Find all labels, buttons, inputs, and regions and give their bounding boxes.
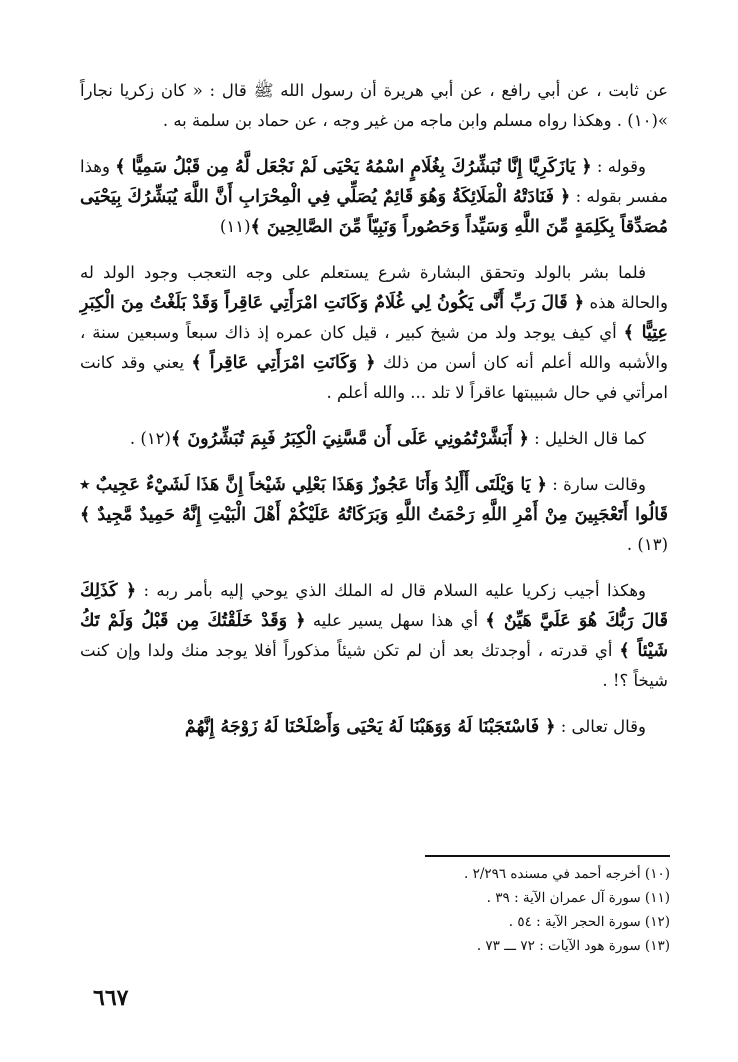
prose-text: وهكذا أجيب زكريا عليه السلام قال له الملك الذي يوحي إليه بأمر ربه :	[136, 581, 646, 600]
footnote: (١٠) أخرجه أحمد في مسنده ٢/٢٩٦ .	[463, 866, 670, 882]
paragraph	[80, 712, 668, 742]
prose-text: كما قال الخليل :	[528, 429, 646, 448]
footnotes	[300, 862, 670, 958]
prose-text: وهذا مفسر بقوله :	[80, 157, 669, 206]
prose-text: وقال تعالى :	[555, 717, 646, 736]
prose-text: (١١)	[219, 217, 251, 236]
quran-verse: ﴿ يَا وَيْلَتَى أَأَلِدُ وَأَنَا عَجُوزٌ وَهَذَا بَعْلِي شَيْخاً إِنَّ هَذَا لَشَيْءٌ عَجِيبٌ ٭ قَالُوا أَتَعْجَبِينَ مِنْ أَمْرِ اللَّهِ رَحْمَتُ اللَّهِ وَبَرَكَاتُهُ عَلَيْكُمْ أَهْلَ الْبَيْتِ إِنَّهُ حَمِيدٌ مَّجِيدٌ ﴾	[80, 475, 668, 525]
prose-text: وقوله :	[591, 157, 646, 176]
paragraph	[80, 76, 668, 136]
footnote: (١٣) سورة هود الآيات : ٧٢ ـــ ٧٣ .	[476, 938, 670, 954]
quran-verse: ﴿ وَقَدْ خَلَقْتُكَ مِن قَبْلُ وَلَمْ تَكُ شَيْئاً ﴾	[80, 611, 669, 661]
prose-text: عن ثابت ، عن أبي رافع ، عن أبي هريرة أن رسول الله ﷺ قال : « كان زكريا نجاراً »(١٠) . وهكذا رواه مسلم وابن ماجه من غير وجه ، عن حماد بن سلمة به .	[80, 81, 668, 130]
quran-verse: ﴿ وَكَانَتِ امْرَأَتِي عَاقِراً ﴾	[191, 353, 376, 373]
prose-text: أي كيف يوجد ولد من شيخ كبير ، قيل كان عمره إذ ذاك سبعاً وسبعين سنة ، والأشبه والله أعلم أنه كان أسن من ذلك	[80, 323, 668, 372]
page-number: ٦٦٧	[93, 985, 129, 1011]
quran-verse: ﴿ فَنَادَتْهُ الْمَلَائِكَةُ وَهُوَ قَائِمٌ يُصَلِّي فِي الْمِحْرَابِ أَنَّ اللَّهَ يُبَشِّرُكَ بِيَحْيَى مُصَدِّقاً بِكَلِمَةٍ مِّنَ اللَّهِ وَسَيِّداً وَحَصُوراً وَنَبِيّاً مِّنَ الصَّالِحِينَ ﴾	[80, 187, 668, 237]
paragraph	[80, 152, 668, 242]
prose-text: أي هذا سهل يسير عليه	[305, 611, 486, 630]
paragraph	[80, 258, 668, 408]
paragraph	[80, 576, 668, 696]
quran-verse: ﴿ قَالَ رَبِّ أَنَّى يَكُونُ لِي غُلَامٌ وَكَانَتِ امْرَأَتِي عَاقِراً وَقَدْ بَلَغْتُ مِنَ الْكِبَرِ عِتِيًّا ﴾	[80, 293, 668, 343]
prose-text: (١٣) .	[626, 535, 668, 554]
quran-verse: ﴿ يَازَكَرِيَّا إِنَّا نُبَشِّرُكَ بِغُلَامٍ اسْمُهُ يَحْيَى لَمْ نَجْعَل لَّهُ مِن قَبْلُ سَمِيًّا ﴾	[115, 157, 592, 177]
footnote-divider	[425, 855, 670, 857]
prose-text: أي قدرته ، أوجدتك بعد أن لم تكن شيئاً مذكوراً أفلا يوجد منك ولدا وإن كنت شيخاً ؟! .	[80, 641, 668, 690]
prose-text: فلما بشر بالولد وتحقق البشارة شرع يستعلم على وجه التعجب وجود الولد له والحالة هذه	[80, 263, 668, 312]
main-text	[80, 76, 668, 758]
paragraph	[80, 470, 668, 560]
prose-text: (١٢) .	[129, 429, 171, 448]
prose-text: يعني وقد كانت امرأتي في حال شبيبتها عاقراً لا تلد ... والله أعلم .	[80, 353, 668, 402]
quran-verse: ﴿ أَبَشَّرْتُمُونِي عَلَى أَن مَّسَّنِيَ الْكِبَرُ فَبِمَ تُبَشِّرُونَ ﴾	[170, 429, 529, 449]
paragraph	[80, 424, 668, 454]
prose-text: وقالت سارة :	[546, 475, 646, 494]
footnote: (١٢) سورة الحجر الآية : ٥٤ .	[508, 914, 670, 930]
quran-verse: ﴿ كَذَلِكَ قَالَ رَبُّكَ هُوَ عَلَيَّ هَيِّنٌ ﴾	[80, 581, 668, 631]
footnote: (١١) سورة آل عمران الآية : ٣٩ .	[486, 890, 670, 906]
quran-verse: ﴿ فَاسْتَجَبْنَا لَهُ وَوَهَبْنَا لَهُ يَحْيَى وَأَصْلَحْنَا لَهُ زَوْجَهُ إِنَّهُمْ	[184, 717, 556, 737]
